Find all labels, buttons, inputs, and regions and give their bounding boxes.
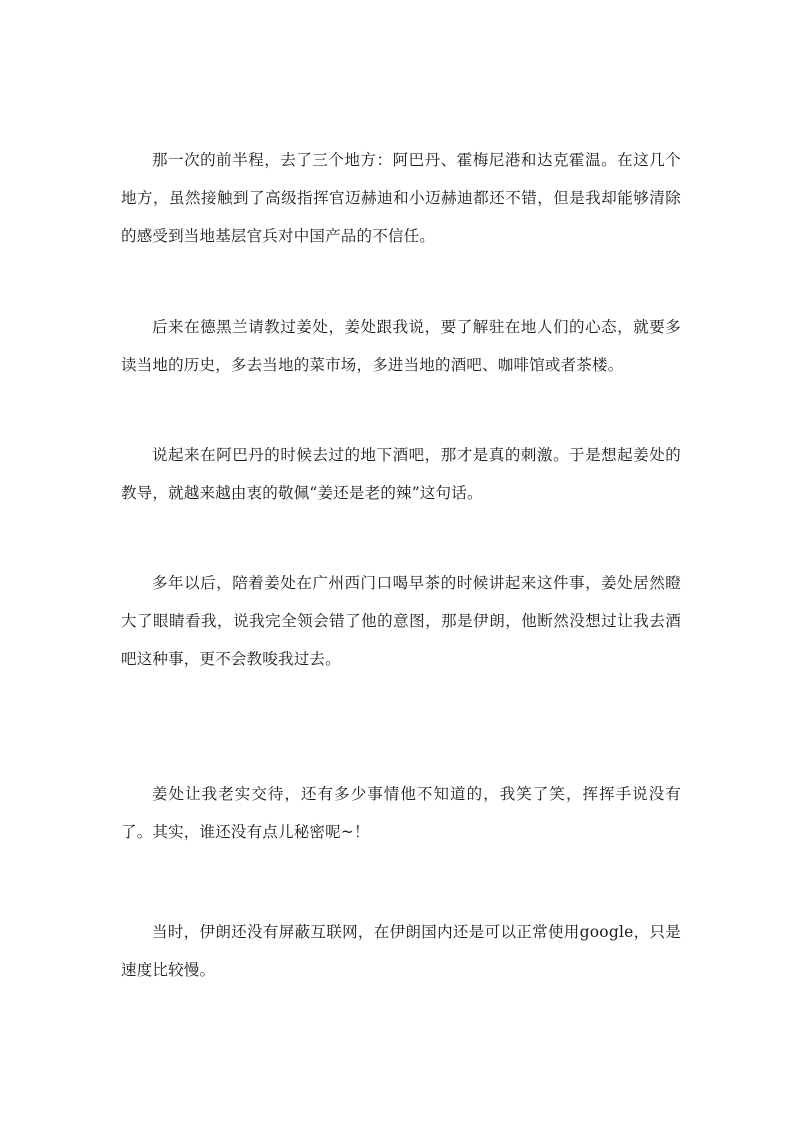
paragraph: 当时，伊朗还没有屏蔽互联网，在伊朗国内还是可以正常使用google，只是速度比较慢。 [121,923,681,979]
paragraph: 多年以后，陪着姜处在广州西门口喝早茶的时候讲起来这件事，姜处居然瞪大了眼睛看我，说我完全领会错了他的意图，那是伊朗，他断然没想过让我去酒吧这种事，更不会教唆我过去。 [121,574,681,668]
paragraph: 姜处让我老实交待，还有多少事情他不知道的，我笑了笑，挥挥手说没有了。其实，谁还没有点儿秘密呢~！ [121,785,681,841]
paragraph: 那一次的前半程，去了三个地方：阿巴丹、霍梅尼港和达克霍温。在这几个地方，虽然接触到了高级指挥官迈赫迪和小迈赫迪都还不错，但是我却能够清除的感受到当地基层官兵对中国产品的不信任。 [121,151,681,245]
paragraph: 后来在德黑兰请教过姜处，姜处跟我说，要了解驻在地人们的心态，就要多读当地的历史，多去当地的菜市场，多进当地的酒吧、咖啡馆或者茶楼。 [121,318,681,374]
paragraph: 说起来在阿巴丹的时候去过的地下酒吧，那才是真的刺激。于是想起姜处的教导，就越来越由衷的敬佩“姜还是老的辣”这句话。 [121,446,681,502]
